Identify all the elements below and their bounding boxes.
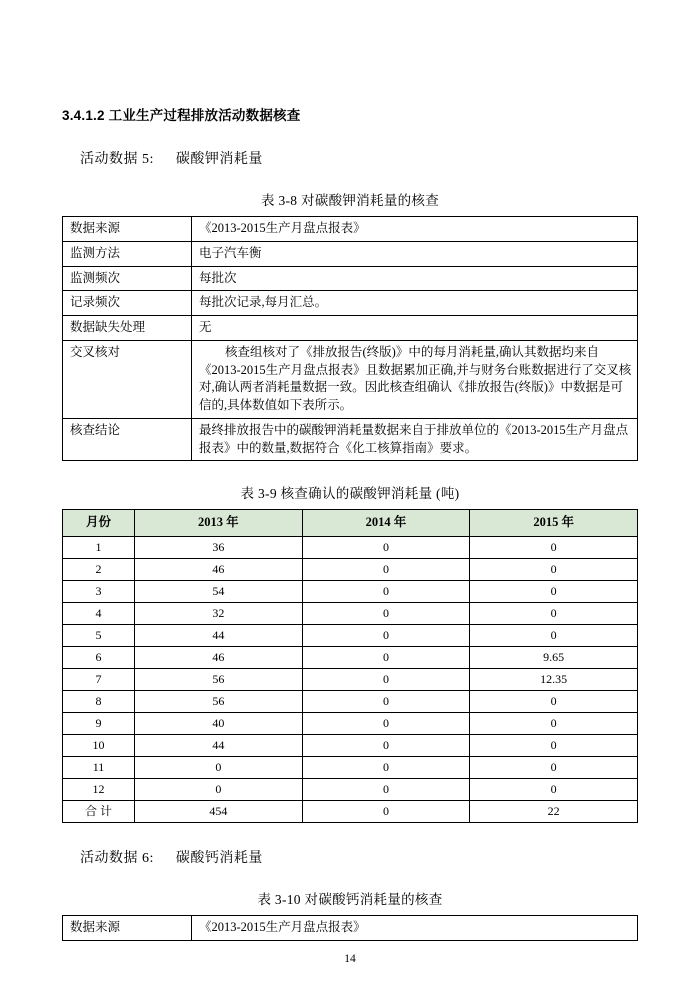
activity-data-6-label: 活动数据 6: — [80, 851, 154, 867]
cell-2014: 0 — [302, 757, 470, 779]
cell-month: 1 — [63, 537, 135, 559]
table-row — [63, 669, 638, 691]
row-value: 每批次记录,每月汇总。 — [192, 291, 638, 316]
table-header-row — [63, 510, 638, 537]
page-number: 14 — [344, 953, 356, 965]
cell-2013: 454 — [135, 801, 303, 823]
table-row — [63, 757, 638, 779]
cell-2014: 0 — [302, 603, 470, 625]
column-header-2013: 2013 年 — [135, 510, 303, 537]
activity-data-6-value: 碳酸钙消耗量 — [175, 851, 263, 867]
row-value: 《2013-2015生产月盘点报表》 — [192, 217, 638, 242]
cell-2015: 0 — [470, 603, 638, 625]
table-row — [63, 291, 638, 316]
table-row — [63, 266, 638, 291]
cell-month: 4 — [63, 603, 135, 625]
cell-month: 6 — [63, 647, 135, 669]
table-row — [63, 340, 638, 418]
cell-month: 8 — [63, 691, 135, 713]
table-row — [63, 559, 638, 581]
cell-2015: 0 — [470, 559, 638, 581]
page-heading: 3.4.1.2 工业生产过程排放活动数据核查 — [62, 108, 301, 123]
table-row — [63, 316, 638, 341]
cell-2013: 32 — [135, 603, 303, 625]
row-label: 数据来源 — [63, 916, 192, 941]
cell-2015: 9.65 — [470, 647, 638, 669]
cell-2015: 0 — [470, 537, 638, 559]
table-3-10-caption: 表 3-10 对碳酸钙消耗量的核查 — [257, 892, 443, 908]
cell-2013: 56 — [135, 669, 303, 691]
cell-2015: 22 — [470, 801, 638, 823]
cell-2014: 0 — [302, 779, 470, 801]
table-row — [63, 625, 638, 647]
cell-month: 3 — [63, 581, 135, 603]
cell-2014: 0 — [302, 581, 470, 603]
cell-2015: 0 — [470, 779, 638, 801]
activity-data-6-line — [62, 847, 638, 867]
cell-month: 10 — [63, 735, 135, 757]
cell-2013: 40 — [135, 713, 303, 735]
column-header-2015: 2015 年 — [470, 510, 638, 537]
cell-2015: 0 — [470, 735, 638, 757]
cell-2013: 44 — [135, 735, 303, 757]
cell-2013: 54 — [135, 581, 303, 603]
cell-2013: 56 — [135, 691, 303, 713]
table-row — [63, 581, 638, 603]
table-row — [63, 735, 638, 757]
cell-2013: 46 — [135, 559, 303, 581]
cell-month: 11 — [63, 757, 135, 779]
row-value — [192, 340, 638, 418]
cell-2015: 12.35 — [470, 669, 638, 691]
cell-2014: 0 — [302, 625, 470, 647]
paragraph: 最终排放报告中的碳酸钾消耗量数据来自于排放单位的《2013-2015生产月盘点报表》中的数量,数据符合《化工核算指南》要求。 — [199, 422, 629, 455]
cell-month: 12 — [63, 779, 135, 801]
cell-month: 9 — [63, 713, 135, 735]
cell-2014: 0 — [302, 801, 470, 823]
table-row — [63, 691, 638, 713]
table-row — [63, 537, 638, 559]
activity-data-5-value: 碳酸钾消耗量 — [175, 152, 263, 167]
row-label: 数据缺失处理 — [63, 316, 192, 341]
row-value: 《2013-2015生产月盘点报表》 — [192, 916, 638, 941]
table-row — [63, 241, 638, 266]
cell-2014: 0 — [302, 713, 470, 735]
row-label: 核查结论 — [63, 418, 192, 461]
table-row — [63, 418, 638, 461]
table-3-10 — [62, 915, 638, 941]
cell-2014: 0 — [302, 559, 470, 581]
cell-2014: 0 — [302, 537, 470, 559]
cell-2013: 46 — [135, 647, 303, 669]
cell-2013: 36 — [135, 537, 303, 559]
cell-2015: 0 — [470, 713, 638, 735]
activity-data-5-line — [62, 148, 638, 168]
table-3-8-caption: 表 3-8 对碳酸钾消耗量的核查 — [260, 193, 440, 208]
column-header-month: 月份 — [63, 510, 135, 537]
row-label: 监测频次 — [63, 266, 192, 291]
cell-2013: 0 — [135, 757, 303, 779]
cell-2015: 0 — [470, 757, 638, 779]
row-label: 交叉核对 — [63, 340, 192, 418]
table-3-9-caption: 表 3-9 核查确认的碳酸钾消耗量 (吨) — [240, 486, 460, 502]
table-row — [63, 647, 638, 669]
cell-2013: 0 — [135, 779, 303, 801]
row-value: 无 — [192, 316, 638, 341]
row-label: 数据来源 — [63, 217, 192, 242]
cell-2015: 0 — [470, 691, 638, 713]
cell-2014: 0 — [302, 735, 470, 757]
cell-2014: 0 — [302, 669, 470, 691]
table-row — [63, 713, 638, 735]
table-3-9 — [62, 509, 638, 823]
cell-2015: 0 — [470, 625, 638, 647]
cell-2013: 44 — [135, 625, 303, 647]
row-value: 每批次 — [192, 266, 638, 291]
cell-2014: 0 — [302, 647, 470, 669]
table-row-total — [63, 801, 638, 823]
activity-data-5-label: 活动数据 5: — [80, 152, 154, 167]
table-row — [63, 916, 638, 941]
table-row — [63, 779, 638, 801]
paragraph: 核查组核对了《排放报告(终版)》中的每月消耗量,确认其数据均来自《2013-2015生产月盘点报表》且数据累加正确,并与财务台账数据进行了交叉核对,确认两者消耗量数据一致。因此核查组确认《排放报告(终版)》中数据是可信的,具体数值如下表所示。 — [199, 344, 632, 412]
cell-2015: 0 — [470, 581, 638, 603]
row-value — [192, 418, 638, 461]
row-label: 监测方法 — [63, 241, 192, 266]
row-value: 电子汽车衡 — [192, 241, 638, 266]
row-label: 记录频次 — [63, 291, 192, 316]
cell-month: 5 — [63, 625, 135, 647]
cell-month: 2 — [63, 559, 135, 581]
cell-month: 7 — [63, 669, 135, 691]
table-row — [63, 217, 638, 242]
cell-2014: 0 — [302, 691, 470, 713]
table-row — [63, 603, 638, 625]
column-header-2014: 2014 年 — [302, 510, 470, 537]
table-3-8 — [62, 216, 638, 461]
cell-month: 合 计 — [63, 801, 135, 823]
